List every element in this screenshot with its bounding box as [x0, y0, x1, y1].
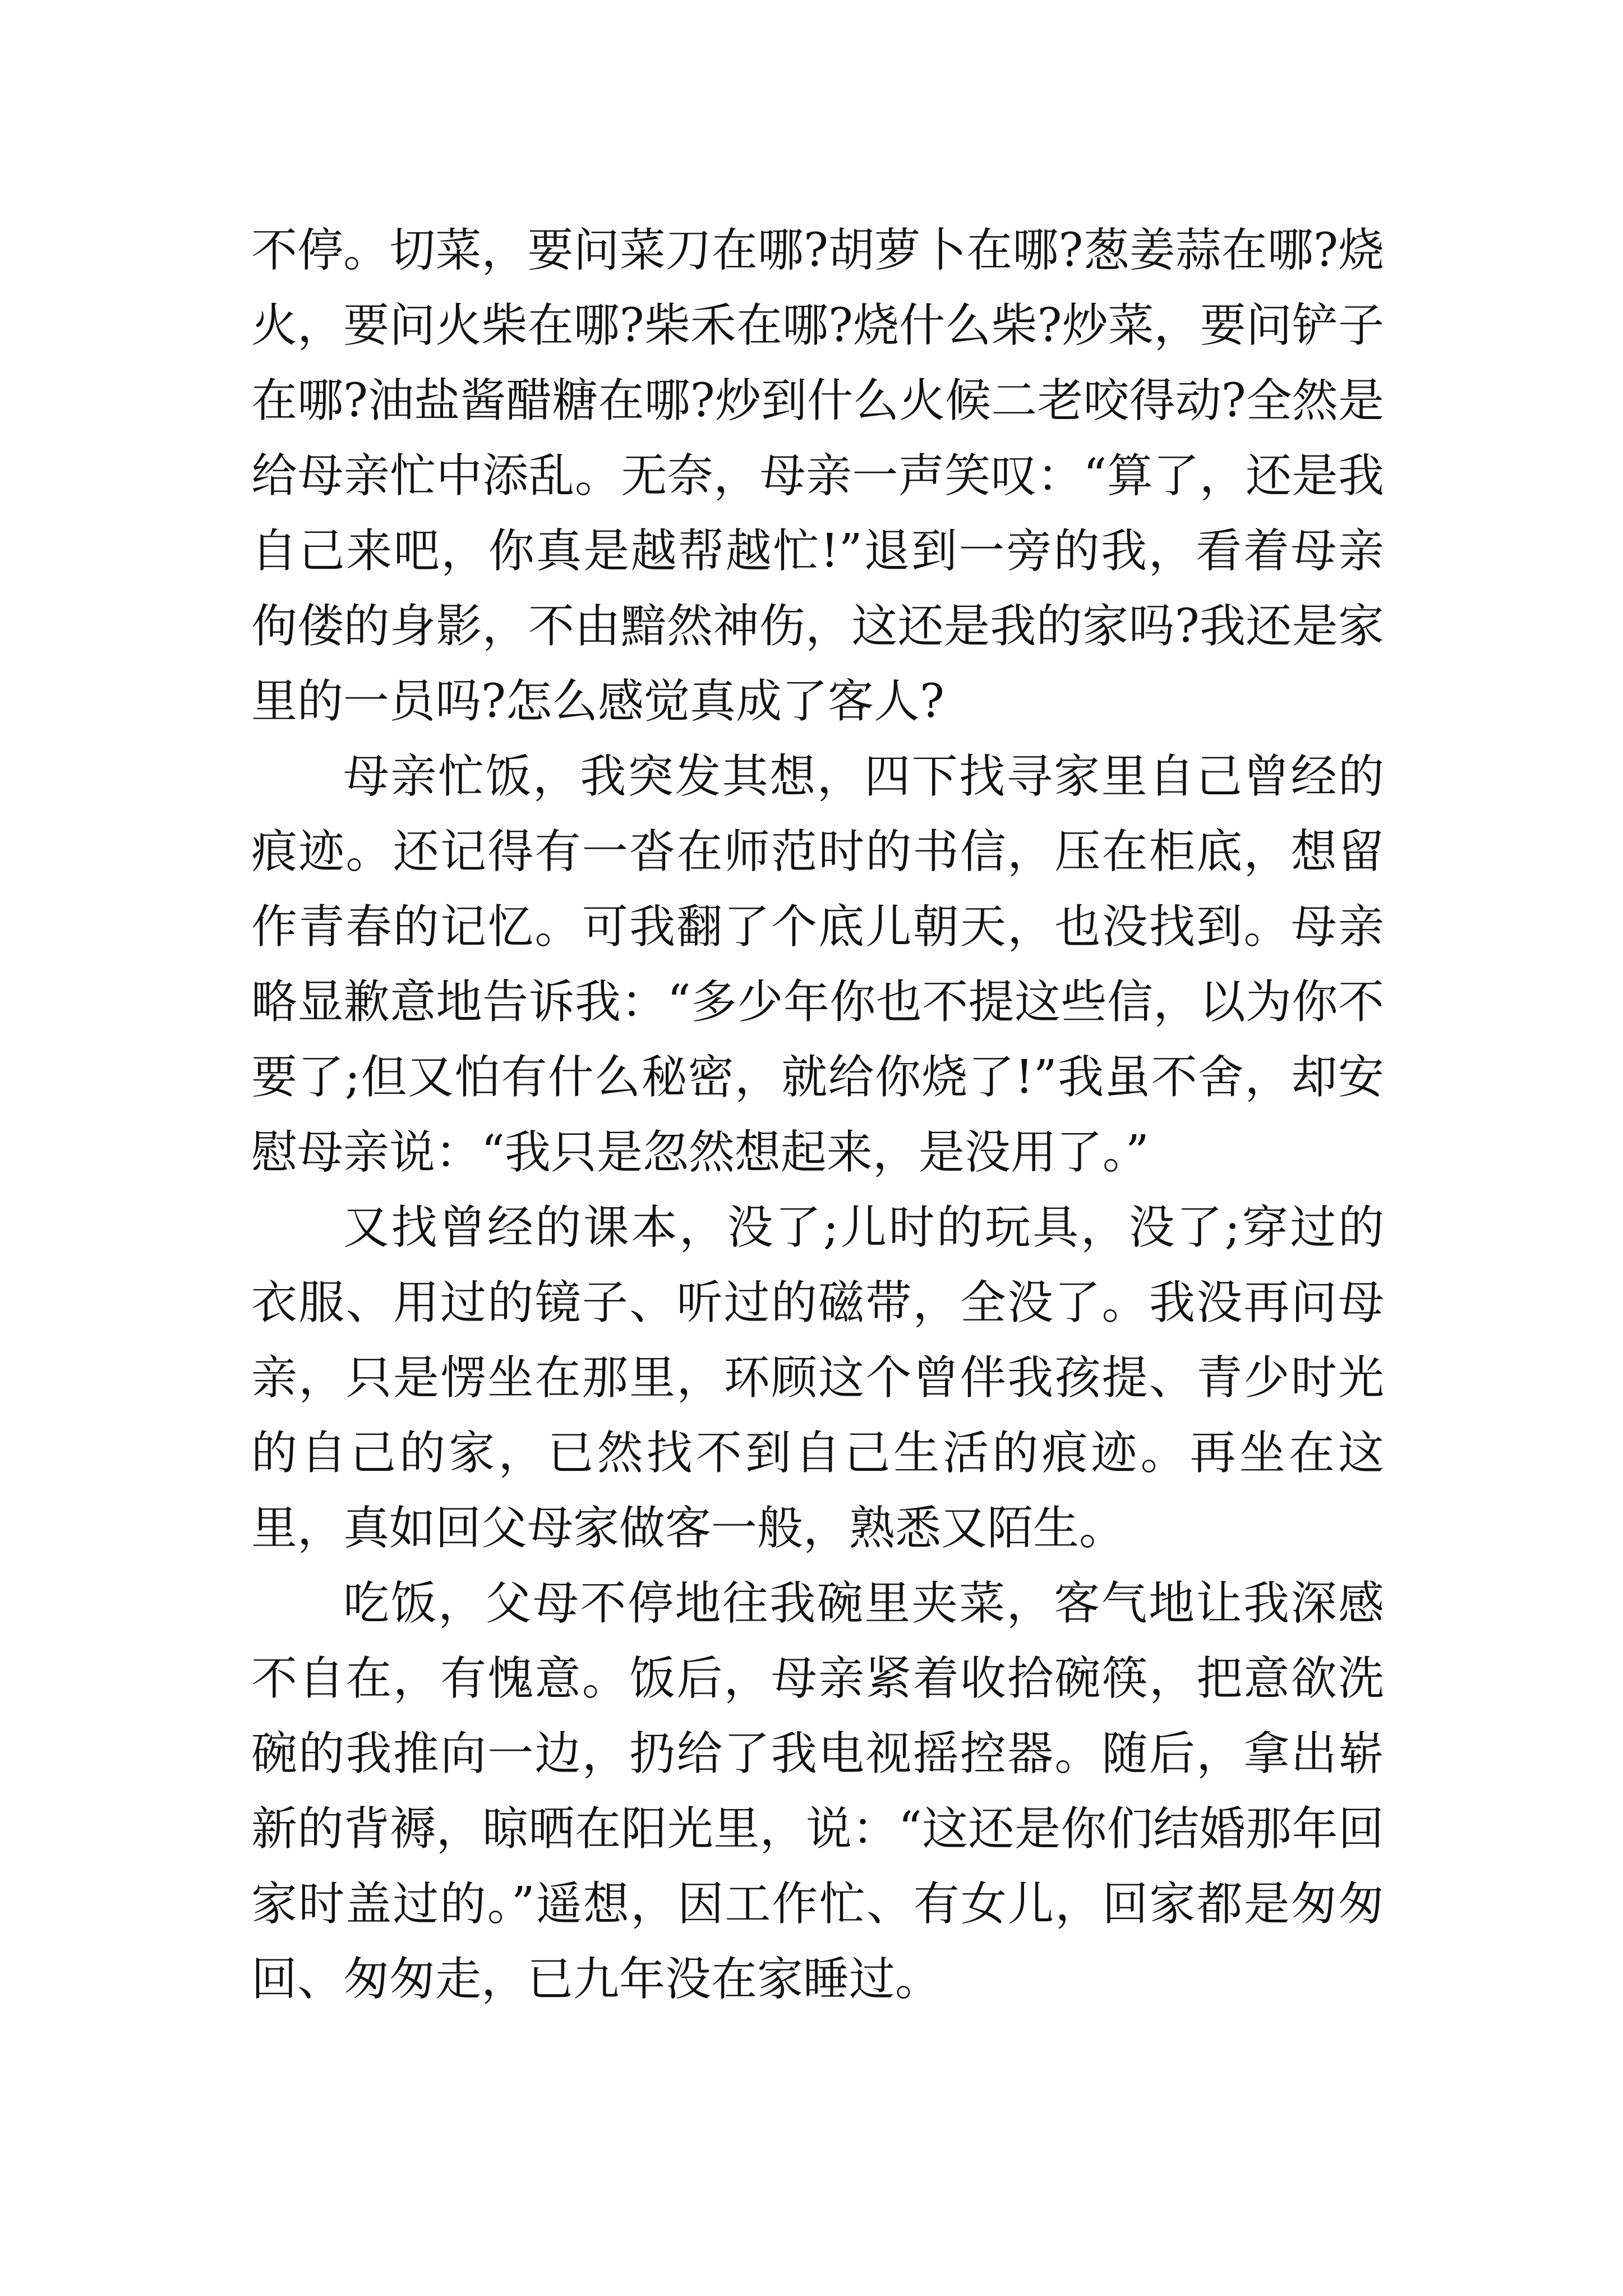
body-text [251, 213, 1384, 2017]
paragraph-4: 吃饭，父母不停地往我碗里夹菜，客气地让我深感不自在，有愧意。饭后，母亲紧着收拾碗筷，把意欲洗碗的我推向一边，扔给了我电视摇控器。随后，拿出崭新的背褥，晾晒在阳光里，说：“这还是你们结婚那年回家时盖过的。”遥想，因工作忙、有女儿，回家都是匆匆回、匆匆走，已九年没在家睡过。 [251, 1577, 1384, 2006]
paragraph-1: 不停。切菜，要问菜刀在哪?胡萝卜在哪?葱姜蒜在哪?烧火，要问火柴在哪?柴禾在哪?烧什么柴?炒菜，要问铲子在哪?油盐酱醋糖在哪?炒到什么火候二老咬得动?全然是给母亲忙中添乱。无奈，母亲一声笑叹：“算了，还是我自己来吧，你真是越帮越忙!”退到一旁的我，看着母亲佝偻的身影，不由黯然神伤，这还是我的家吗?我还是家里的一员吗?怎么感觉真成了客人? [251, 224, 1384, 728]
paragraph-2: 母亲忙饭，我突发其想，四下找寻家里自己曾经的痕迹。还记得有一沓在师范时的书信，压在柜底，想留作青春的记忆。可我翻了个底儿朝天，也没找到。母亲略显歉意地告诉我：“多少年你也不提这些信，以为你不要了;但又怕有什么秘密，就给你烧了!”我虽不舍，却安慰母亲说：“我只是忽然想起来，是没用了。” [251, 750, 1384, 1179]
paragraph-3: 又找曾经的课本，没了;儿时的玩具，没了;穿过的衣服、用过的镜子、听过的磁带，全没了。我没再问母亲，只是愣坐在那里，环顾这个曾伴我孩提、青少时光的自己的家，已然找不到自己生活的痕迹。再坐在这里，真如回父母家做客一般，熟悉又陌生。 [251, 1201, 1384, 1555]
